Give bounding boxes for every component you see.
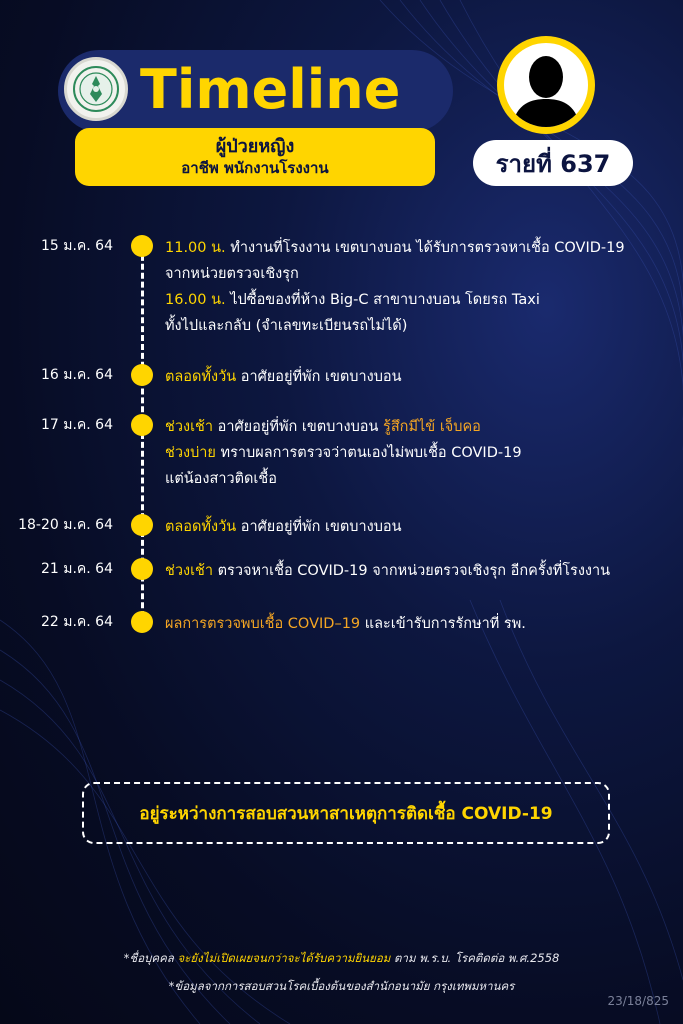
timeline-date: 15 ม.ค. 64 — [40, 238, 113, 254]
timeline-entry — [165, 514, 670, 540]
timeline-entry — [165, 558, 670, 584]
entry-text: ไปซื้อของที่ห้าง Big-C สาขาบางบอน โดยรถ Taxi — [225, 292, 540, 308]
timeline-date: 16 ม.ค. 64 — [40, 367, 113, 383]
time-highlight: ตลอดทั้งวัน — [165, 519, 237, 535]
timeline-entry — [165, 235, 670, 339]
timeline-dot-icon — [131, 558, 153, 580]
timeline-date: 22 ม.ค. 64 — [40, 614, 113, 630]
entry-text: และเข้ารับการรักษาที่ รพ. — [360, 616, 526, 632]
time-highlight: ช่วงเช้า — [165, 563, 214, 579]
timeline-line — [165, 514, 670, 540]
time-highlight: 16.00 น. — [165, 292, 226, 308]
time-highlight: 11.00 น. — [165, 240, 226, 256]
footer-note-highlight: จะยังไม่เปิดเผยจนกว่าจะได้รับความยินยอม — [177, 951, 391, 965]
timeline-line — [165, 261, 670, 287]
result-highlight: ผลการตรวจพบเชื้อ COVID–19 — [165, 616, 361, 632]
timeline-dot-icon — [131, 235, 153, 257]
footer-note-suffix: ตาม พ.ร.บ. โรคติดต่อ พ.ศ.2558 — [390, 951, 560, 965]
footer-note-prefix: *ชื่อบุคคล — [123, 951, 178, 965]
footer-note-consent — [0, 950, 683, 968]
entry-text: อาศัยอยู่ที่พัก เขตบางบอน — [236, 369, 402, 385]
time-highlight: ตลอดทั้งวัน — [165, 369, 237, 385]
entry-text: แต่น้องสาวติดเชื้อ — [165, 471, 277, 487]
person-silhouette-icon — [504, 43, 588, 127]
timeline-line — [165, 440, 670, 466]
timeline-dot-icon — [131, 364, 153, 386]
timeline-date: 21 ม.ค. 64 — [40, 561, 113, 577]
entry-text: ตรวจหาเชื้อ COVID-19 จากหน่วยตรวจเชิงรุก อีกครั้งที่โรงงาน — [213, 563, 611, 579]
timeline-date: 17 ม.ค. 64 — [40, 417, 113, 433]
entry-text: ทั้งไปและกลับ (จำเลขทะเบียนรถไม่ได้) — [165, 318, 408, 334]
document-code: 23/18/825 — [607, 994, 669, 1008]
timeline-line — [165, 364, 670, 390]
entry-text: ทำงานที่โรงงาน เขตบางบอน ได้รับการตรวจหาเชื้อ COVID-19 — [225, 240, 625, 256]
entry-text: อาศัยอยู่ที่พัก เขตบางบอน — [213, 419, 384, 435]
investigation-status — [82, 782, 610, 844]
bangkok-logo — [64, 57, 128, 121]
case-number-badge: รายที่ 637 — [473, 140, 633, 186]
timeline-date: 18-20 ม.ค. 64 — [18, 517, 113, 533]
timeline-line — [165, 558, 670, 584]
timeline-dot-icon — [131, 514, 153, 536]
timeline-line — [165, 611, 670, 637]
timeline-entry — [165, 414, 670, 492]
symptom-highlight: รู้สึกมีไข้ เจ็บคอ — [383, 419, 481, 435]
timeline-entry — [165, 364, 670, 390]
patient-info — [75, 128, 435, 186]
timeline-line — [165, 466, 670, 492]
timeline-dot-icon — [131, 414, 153, 436]
footer-note-source: *ข้อมูลจากการสอบสวนโรคเบื้องต้นของสำนักอนามัย กรุงเทพมหานคร — [168, 979, 515, 993]
entry-text: อาศัยอยู่ที่พัก เขตบางบอน — [236, 519, 402, 535]
timeline-line — [165, 235, 670, 261]
timeline-line — [165, 287, 670, 313]
timeline-entry — [165, 611, 670, 637]
time-highlight: ช่วงบ่าย — [165, 445, 216, 461]
page-title: Timeline — [140, 58, 401, 121]
timeline-dot-icon — [131, 611, 153, 633]
patient-gender: ผู้ป่วยหญิง — [215, 136, 295, 157]
entry-text: ทราบผลการตรวจว่าตนเองไม่พบเชื้อ COVID-19 — [215, 445, 522, 461]
entry-text: จากหน่วยตรวจเชิงรุก — [165, 266, 299, 282]
avatar — [497, 36, 595, 134]
timeline-line — [165, 414, 670, 440]
time-highlight: ช่วงเช้า — [165, 419, 214, 435]
patient-occupation: อาชีพ พนักงานโรงงาน — [181, 159, 329, 177]
investigation-text: อยู่ระหว่างการสอบสวนหาสาเหตุการติดเชื้อ COVID-19 — [139, 803, 553, 824]
timeline-line — [165, 313, 670, 339]
